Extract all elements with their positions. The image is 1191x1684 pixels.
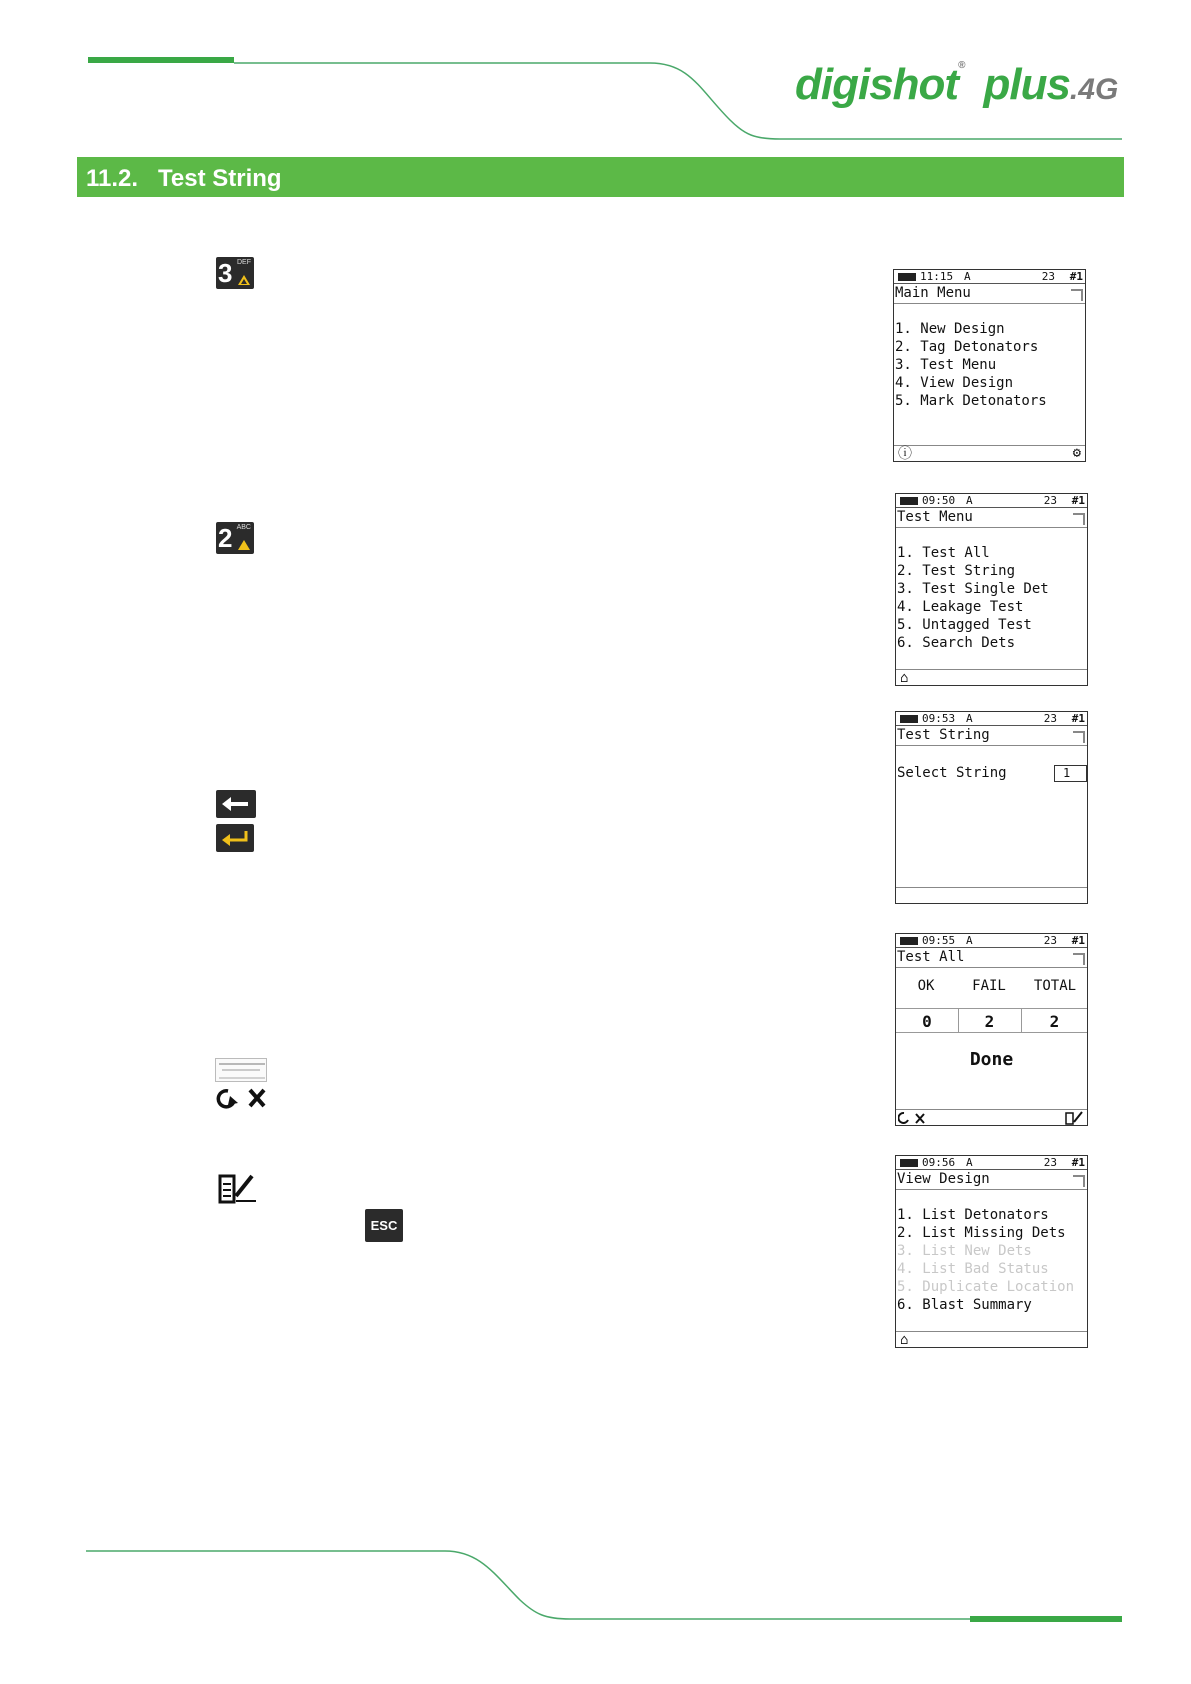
key-3-icon: 3 DEF <box>216 257 254 289</box>
home-icon[interactable]: ⌂ <box>900 1332 909 1348</box>
status-number: #1 <box>1069 270 1083 283</box>
status-time: 09:55 <box>922 934 956 947</box>
menu-item[interactable]: 6. Search Dets <box>897 635 1016 651</box>
menu-item[interactable]: 3. Test Single Det <box>897 581 1049 597</box>
value-total: 2 <box>1049 1012 1060 1031</box>
status-channel: 23 <box>1043 712 1057 725</box>
brand-logo: digishot® plus.4G <box>795 60 1119 109</box>
screen-title: Main Menu <box>895 285 971 301</box>
settings-gear-icon[interactable]: ⚙ <box>1072 445 1081 461</box>
battery-icon <box>898 273 916 281</box>
menu-item-disabled: 4. List Bad Status <box>897 1261 1049 1277</box>
screen-title: Test All <box>897 949 965 965</box>
menu-item[interactable]: 2. Test String <box>897 563 1016 579</box>
battery-icon <box>900 937 918 945</box>
status-time: 11:15 <box>920 270 954 283</box>
select-string-label: Select String <box>897 765 1007 781</box>
status-mode: A <box>966 494 973 507</box>
retest-cancel-icon[interactable] <box>898 1111 926 1125</box>
menu-item[interactable]: 2. Tag Detonators <box>895 339 1039 355</box>
header-ok: OK <box>917 978 935 994</box>
menu-item[interactable]: 6. Blast Summary <box>897 1297 1032 1313</box>
status-number: #1 <box>1071 494 1085 507</box>
section-heading <box>77 157 1124 197</box>
battery-icon <box>900 497 918 505</box>
home-icon[interactable]: ⌂ <box>900 670 909 686</box>
corner-icon <box>1073 953 1085 965</box>
test-report-thumbnail-icon <box>215 1058 267 1082</box>
section-title: Test String <box>158 165 282 192</box>
status-number: #1 <box>1071 934 1085 947</box>
screen-title: View Design <box>897 1171 990 1187</box>
status-number: #1 <box>1071 712 1085 725</box>
value-fail: 2 <box>984 1012 995 1031</box>
corner-icon <box>1073 513 1085 525</box>
status-bar <box>896 494 1087 508</box>
status-time: 09:50 <box>922 494 956 507</box>
status-mode: A <box>966 712 973 725</box>
corner-icon <box>1073 731 1085 743</box>
screen-test-string <box>895 711 1088 904</box>
menu-item[interactable]: 1. New Design <box>895 321 1005 337</box>
header-fail: FAIL <box>972 978 1006 994</box>
status-bar <box>896 934 1087 948</box>
section-number: 11.2. <box>86 165 139 192</box>
status-mode: A <box>966 1156 973 1169</box>
status-channel: 23 <box>1043 1156 1057 1169</box>
battery-icon <box>900 715 918 723</box>
status-channel: 23 <box>1043 934 1057 947</box>
header-total: TOTAL <box>1033 978 1077 994</box>
screen-main-menu <box>893 269 1086 462</box>
menu-item[interactable]: 4. View Design <box>895 375 1014 391</box>
menu-item-disabled: 5. Duplicate Location <box>897 1279 1075 1295</box>
menu-item[interactable]: 1. Test All <box>897 545 990 561</box>
status-number: #1 <box>1071 1156 1085 1169</box>
enter-key-icon <box>216 824 254 852</box>
menu-item[interactable]: 1. List Detonators <box>897 1207 1049 1223</box>
corner-icon <box>1071 289 1083 301</box>
menu-item[interactable]: 5. Mark Detonators <box>895 393 1047 409</box>
menu-item[interactable]: 2. List Missing Dets <box>897 1225 1066 1241</box>
screen-title: Test String <box>897 727 990 743</box>
report-edit-icon[interactable] <box>1065 1110 1085 1125</box>
info-icon[interactable]: ⓘ <box>898 446 912 462</box>
menu-item-disabled: 3. List New Dets <box>897 1243 1032 1259</box>
value-ok: 0 <box>922 1012 932 1031</box>
status-channel: 23 <box>1043 494 1057 507</box>
status-bar <box>894 270 1085 284</box>
status-channel: 23 <box>1041 270 1055 283</box>
status-bar <box>896 712 1087 726</box>
corner-icon <box>1073 1175 1085 1187</box>
footer-decoration <box>0 1530 1191 1640</box>
status-mode: A <box>966 934 973 947</box>
key-2-icon: 2 ABC <box>216 522 254 554</box>
menu-item[interactable]: 3. Test Menu <box>895 357 997 373</box>
menu-item[interactable]: 4. Leakage Test <box>897 599 1024 615</box>
test-status: Done <box>969 1049 1014 1070</box>
status-mode: A <box>964 270 971 283</box>
screen-title: Test Menu <box>897 509 973 525</box>
status-time: 09:53 <box>922 712 956 725</box>
status-time: 09:56 <box>922 1156 956 1169</box>
results-header-row <box>896 978 1087 998</box>
battery-icon <box>900 1159 918 1167</box>
retest-cancel-icon <box>214 1087 270 1109</box>
backspace-key-icon <box>216 790 256 818</box>
screen-test-all <box>895 933 1088 1126</box>
status-bar <box>896 1156 1087 1170</box>
screen-test-menu <box>895 493 1088 686</box>
select-string-input[interactable]: 1 <box>1054 765 1087 782</box>
esc-key-icon: ESC <box>365 1209 403 1242</box>
menu-item[interactable]: 5. Untagged Test <box>897 617 1032 633</box>
screen-view-design <box>895 1155 1088 1348</box>
report-edit-icon <box>218 1170 258 1204</box>
results-value-row <box>896 1012 1087 1032</box>
